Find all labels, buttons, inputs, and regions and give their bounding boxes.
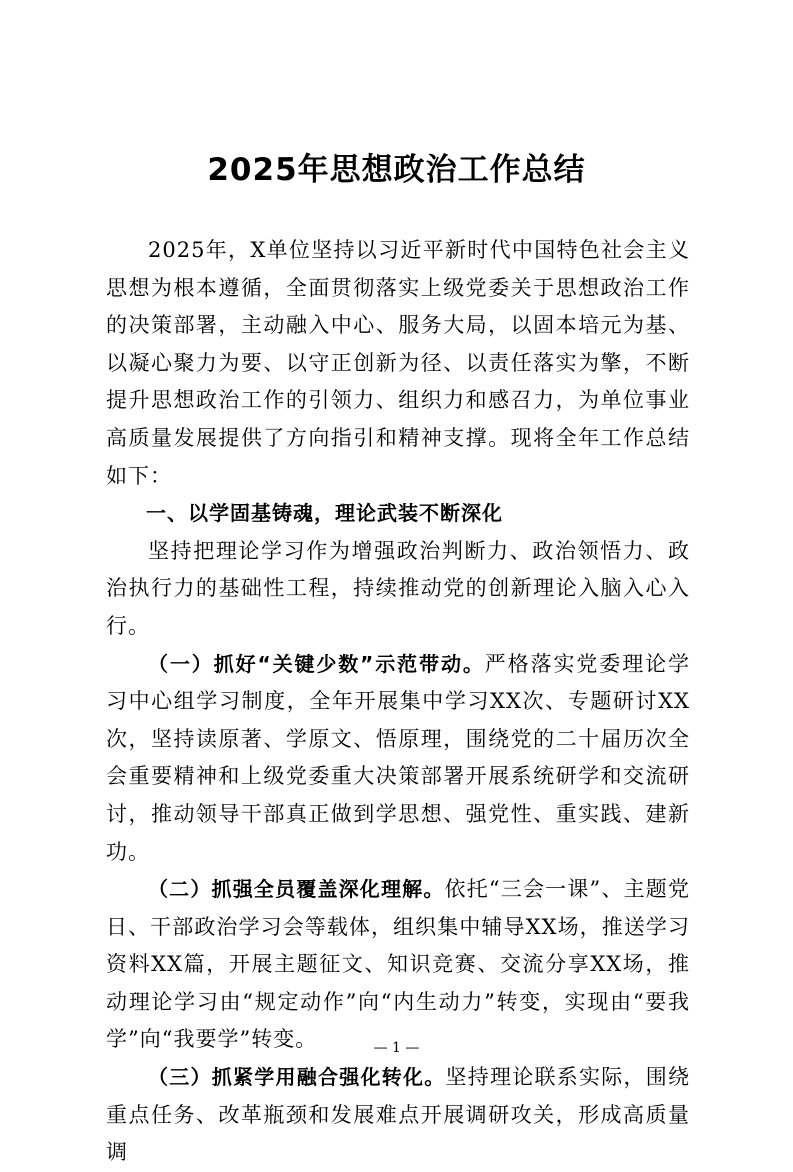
document-title: 2025年思想政治工作总结 <box>207 152 586 188</box>
document-body <box>106 232 690 1172</box>
item-2-lead: （二）抓强全员覆盖深化理解。 <box>148 877 445 902</box>
intro-paragraph: 2025年，X单位坚持以习近平新时代中国特色社会主义思想为根本遵循，全面贯彻落实上级党委关于思想政治工作的决策部署，主动融入中心、服务大局，以固本培元为基、以凝心聚力为要、以守正创新为径、以责任落实为擎，不断提升思想政治工作的引领力、组织力和感召力，为单位事业高质量发展提供了方向指引和精神支撑。现将全年工作总结如下： <box>106 238 690 488</box>
section-1-item-3 <box>106 1059 690 1172</box>
section-1-item-2 <box>106 871 690 1059</box>
item-3-text: 坚持理论联系实际，围绕重点任务、改革瓶颈和发展难点开展调研攻关，形成高质量调 <box>106 1065 690 1165</box>
section-1-heading: 一、以学固基铸魂，理论武装不断深化 <box>146 501 503 526</box>
item-1-text: 严格落实党委理论学习中心组学习制度，全年开展集中学习XX次、专题研讨XX次，坚持读原著、学原文、悟原理，围绕党的二十届历次全会重要精神和上级党委重大决策部署开展系统研学和交流研讨，推动领导干部真正做到学思想、强党性、重实践、建新功。 <box>106 651 690 864</box>
item-1-lead: （一）抓好“关键少数”示范带动。 <box>148 651 485 676</box>
item-2-text: 依托“三会一课”、主题党日、干部政治学习会等载体，组织集中辅导XX场，推送学习资料XX篇，开展主题征文、知识竞赛、交流分享XX场，推动理论学习由“规定动作”向“内生动力”转变，实现由“要我学”向“我要学”转变。 <box>106 877 690 1052</box>
item-3-lead: （三）抓紧学用融合强化转化。 <box>148 1065 446 1090</box>
page-number: — 1 — <box>373 1040 420 1056</box>
section-1-item-1 <box>106 646 690 872</box>
section-1-intro: 坚持把理论学习作为增强政治判断力、政治领悟力、政治执行力的基础性工程，持续推动党的创新理论入脑入心入行。 <box>106 538 690 638</box>
